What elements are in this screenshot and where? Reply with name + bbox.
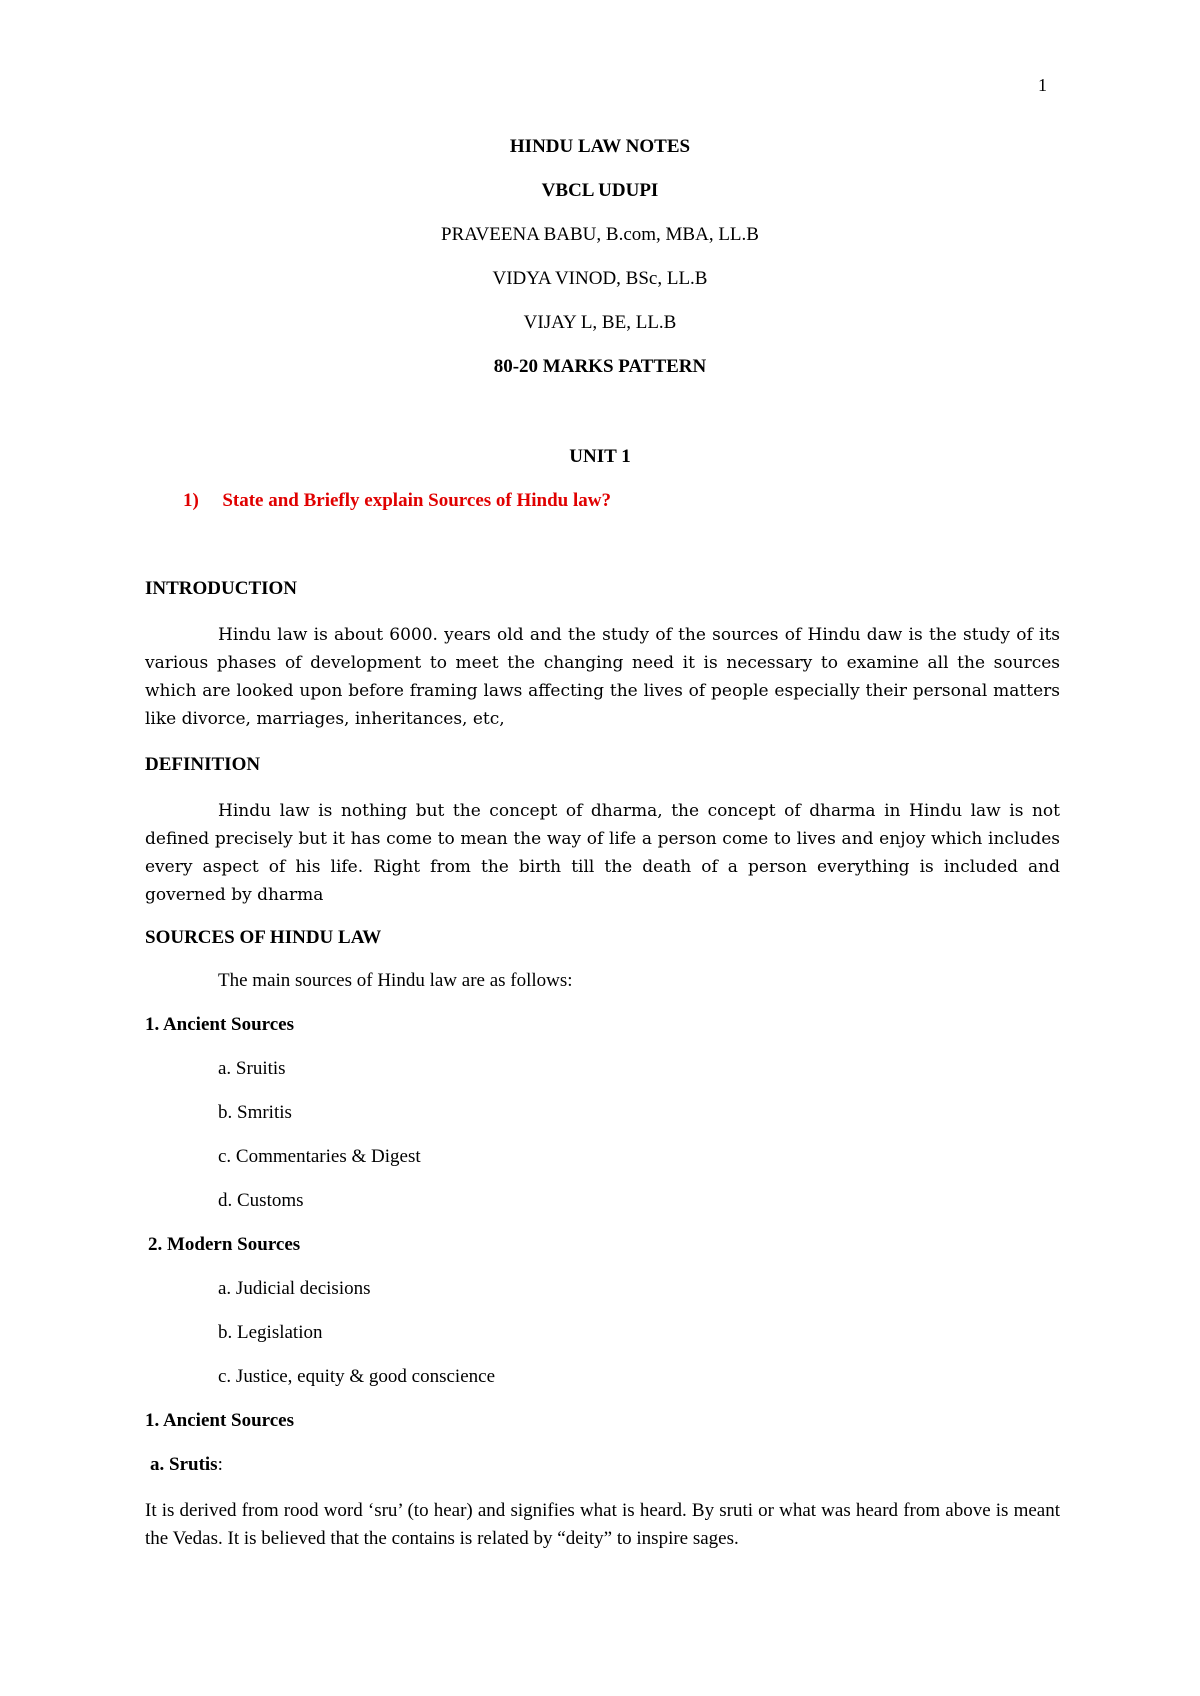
unit-heading: UNIT 1 [569,446,631,467]
definition-heading: DEFINITION [145,754,261,775]
srutis-colon: : [217,1454,223,1475]
definition-text: Hindu law is nothing but the concept of dharma, the concept of dharma in Hindu law is not defined precisely but it has come to mean the way of life a person come to lives and enjoy which includes every aspect of his life. Right from the birth till the death of a person everything is included and governed by dharma [145,801,1060,905]
question-text: State and Briefly explain Sources of Hindu law? [222,490,611,511]
author-3: VIJAY L, BE, LL.B [523,312,677,333]
sources-intro: The main sources of Hindu law are as follows: [218,970,573,991]
author-2: VIDYA VINOD, BSc, LL.B [492,268,708,289]
list-item: b. Legislation [218,1322,323,1343]
document-title: HINDU LAW NOTES [509,136,691,157]
introduction-heading: INTRODUCTION [145,578,298,599]
srutis-heading [150,1454,223,1476]
institution-name: VBCL UDUPI [541,180,659,201]
list-item: d. Customs [218,1190,304,1211]
question-number: 1) [183,490,199,511]
author-1: PRAVEENA BABU, B.com, MBA, LL.B [441,224,759,245]
list-item: c. Commentaries & Digest [218,1146,421,1167]
ancient-sources-heading: 1. Ancient Sources [145,1014,295,1035]
introduction-text: Hindu law is about 6000. years old and the study of the sources of Hindu daw is the study of its various phases of development to meet the changing need it is necessary to examine all the sources which are looked upon before framing laws affecting the lives of people especially their personal matters like divorce, marriages, inheritances, etc, [145,625,1060,729]
ancient-detail-heading: 1. Ancient Sources [145,1410,295,1431]
srutis-label: a. Srutis [150,1454,218,1475]
modern-sources-heading: 2. Modern Sources [148,1234,301,1255]
list-item: c. Justice, equity & good conscience [218,1366,496,1387]
list-item: b. Smritis [218,1102,292,1123]
page-number: 1 [1038,75,1047,95]
list-item: a. Judicial decisions [218,1278,371,1299]
srutis-text: It is derived from rood word ‘sru’ (to hear) and signifies what is heard. By sruti or what was heard from above is meant the Vedas. It is believed that the contains is related by “deity” to inspire sages. [145,1500,1060,1549]
marks-pattern: 80-20 MARKS PATTERN [493,356,707,377]
question [183,490,611,512]
list-item: a. Sruitis [218,1058,286,1079]
sources-heading: SOURCES OF HINDU LAW [145,927,382,948]
